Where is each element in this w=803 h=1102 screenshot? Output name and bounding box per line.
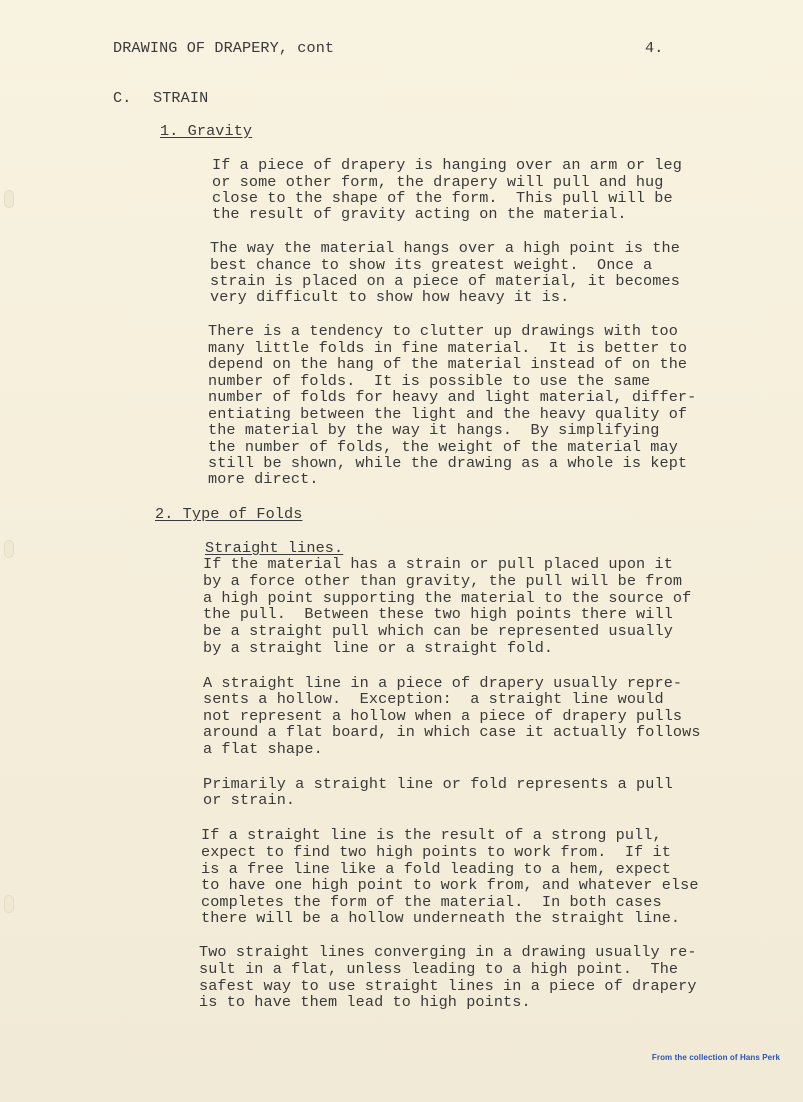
text-line: number of folds. It is possible to use the same [208,372,651,390]
text-line: many little folds in fine material. It is better to [208,339,688,357]
collection-credit: From the collection of Hans Perk [651,1053,780,1062]
text-line: entiating between the light and the heavy quality of [208,405,688,423]
gravity-heading: 1. Gravity [160,122,253,140]
text-line: depend on the hang of the material instead of on the [208,355,688,373]
text-line: If the material has a strain or pull placed upon it [203,555,673,573]
text-line: If a piece of drapery is hanging over an arm or leg [212,156,682,174]
text-line: still be shown, while the drawing as a whole is kept [208,454,688,472]
text-line: around a flat board, in which case it actually follows [203,723,701,741]
binder-hole-top [4,190,14,208]
text-line: is a free line like a fold leading to a hem, expect [201,860,671,878]
section-title: STRAIN [153,89,209,107]
text-line: the result of gravity acting on the material. [212,205,627,223]
text-line: the pull. Between these two high points there will [203,605,673,623]
text-line: Two straight lines converging in a drawing usually re- [199,943,697,961]
text-line: to have one high point to work from, and whatever else [201,876,699,894]
text-line: there will be a hollow underneath the straight line. [201,909,681,927]
text-line: close to the shape of the form. This pull will be [212,189,673,207]
text-line: Primarily a straight line or fold represents a pull [203,775,673,793]
text-line: by a straight line or a straight fold. [203,639,554,657]
binder-hole-middle [4,540,14,558]
binder-hole-bottom [4,895,14,913]
text-line: or strain. [203,791,296,809]
text-line: expect to find two high points to work from. If it [201,843,671,861]
document-title: DRAWING OF DRAPERY, cont [113,39,335,57]
text-line: very difficult to show how heavy it is. [210,288,570,306]
text-line: The way the material hangs over a high point is the [210,239,680,257]
text-line: strain is placed on a piece of material, it becomes [210,272,680,290]
text-line: be a straight pull which can be represented usually [203,622,673,640]
text-line: safest way to use straight lines in a piece of drapery [199,977,697,995]
type-of-folds-heading: 2. Type of Folds [155,505,303,523]
text-line: A straight line in a piece of drapery usually repre- [203,674,683,692]
text-line: or some other form, the drapery will pull and hug [212,173,664,191]
text-line: completes the form of the material. In both cases [201,893,662,911]
text-line: the number of folds, the weight of the material may [208,438,678,456]
text-line: not represent a hollow when a piece of drapery pulls [203,707,683,725]
text-line: is to have them lead to high points. [199,993,531,1011]
straight-lines-heading: Straight lines. [205,539,344,557]
text-line: a high point supporting the material to the source of [203,589,692,607]
text-line: number of folds for heavy and light material, differ- [208,388,697,406]
text-line: by a force other than gravity, the pull will be from [203,572,683,590]
text-line: the material by the way it hangs. By simplifying [208,421,660,439]
text-line: If a straight line is the result of a strong pull, [201,826,662,844]
text-line: more direct. [208,470,319,488]
text-line: sult in a flat, unless leading to a high point. The [199,960,679,978]
text-line: sents a hollow. Exception: a straight line would [203,690,664,708]
text-line: a flat shape. [203,740,323,758]
text-line: best chance to show its greatest weight. Once a [210,256,653,274]
section-label: C. [113,89,132,107]
page-number: 4. [645,39,664,57]
text-line: There is a tendency to clutter up drawings with too [208,322,678,340]
